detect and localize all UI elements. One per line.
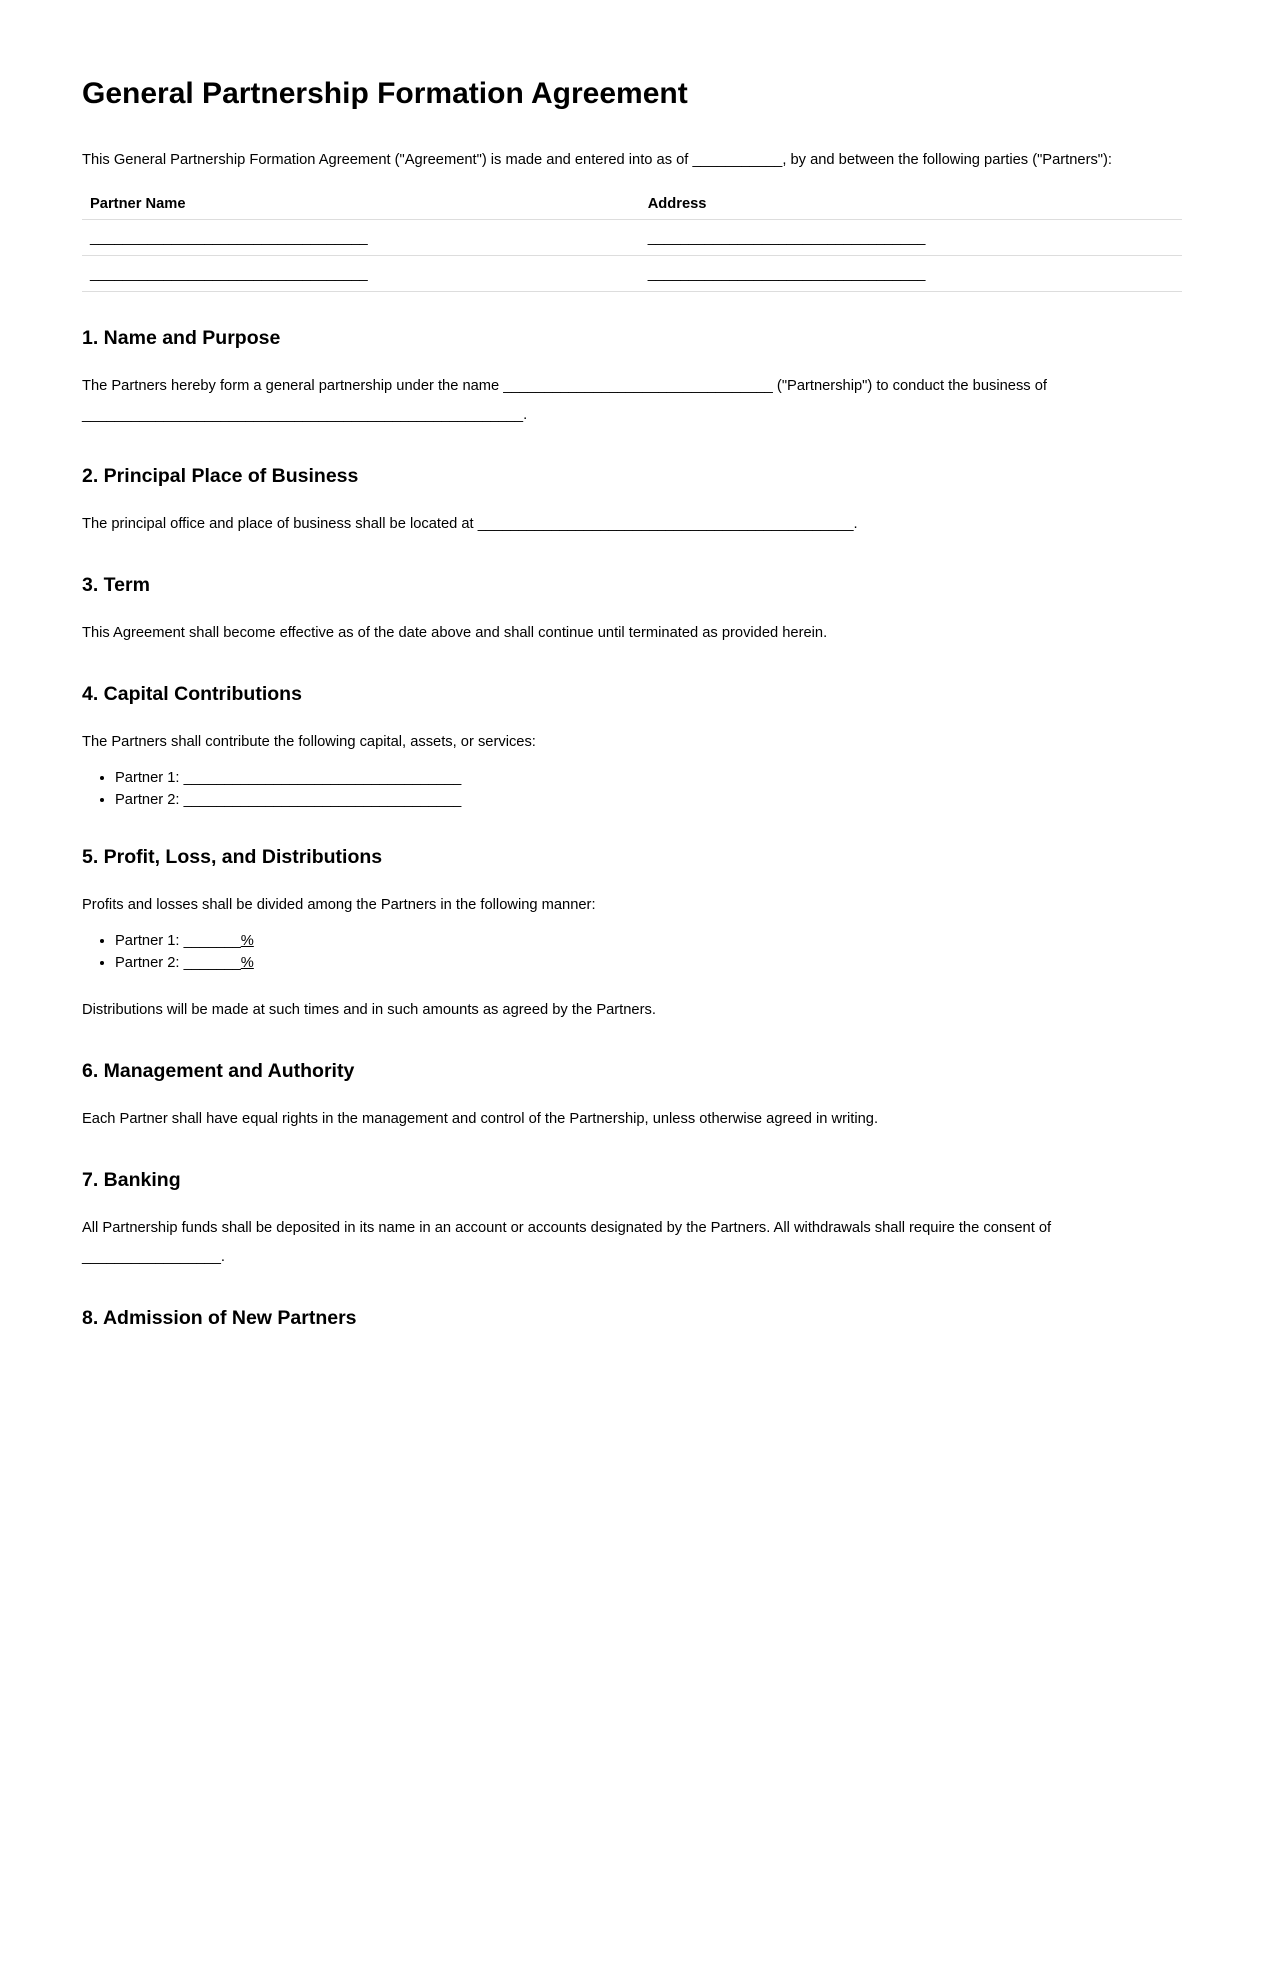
intro-paragraph (82, 146, 1182, 175)
partners-table-row-2 (82, 256, 1182, 292)
body-text: ("Partnership") to conduct the business of (772, 378, 1047, 394)
list-item-label: Partner 2: (115, 955, 184, 971)
list-item-partner-1 (115, 767, 1182, 789)
section-2-principal-place-of-business (82, 464, 1182, 539)
intro-text-after-date: , by and between the following parties ("Partners"): (782, 152, 1112, 168)
list-item-label: Partner 2: (115, 792, 184, 808)
percent-sign: % (240, 955, 254, 971)
section-heading: 1. Name and Purpose (82, 327, 281, 349)
body-text: . (523, 407, 528, 423)
section-body (82, 1214, 1182, 1272)
list-item-partner-1 (115, 930, 1182, 952)
section-3-term (82, 573, 1182, 648)
date-blank-line: ___________ (692, 152, 783, 168)
address-column-header: Address (640, 187, 1182, 220)
section-1-name-and-purpose (82, 326, 1182, 430)
partners-table (82, 187, 1182, 292)
section-body: This Agreement shall become effective as of the date above and shall continue until terminated as provided herein. (82, 625, 828, 641)
capital-contributions-list (82, 767, 1182, 811)
profit-split-list (82, 930, 1182, 974)
body-text: The principal office and place of business shall be located at (82, 516, 478, 532)
partner-name-column-header: Partner Name (82, 187, 640, 220)
partnership-name-blank-line: _________________________________ (503, 378, 773, 394)
partner-name-blank-line: __________________________________ (90, 266, 368, 282)
section-heading: 4. Capital Contributions (82, 683, 302, 705)
address-blank-line: __________________________________ (647, 230, 926, 246)
contribution-blank-line: __________________________________ (183, 770, 462, 786)
section-body: The Partners shall contribute the following capital, assets, or services: (82, 734, 536, 750)
section-7-banking (82, 1168, 1182, 1272)
body-text: The Partners hereby form a general partnership under the name (82, 378, 504, 394)
partners-table-row-1 (82, 220, 1182, 256)
percentage-blank-line: _______ (183, 933, 241, 949)
consent-blank-line: _________________ (82, 1249, 221, 1265)
document-title: General Partnership Formation Agreement (82, 77, 688, 110)
section-6-management-and-authority (82, 1059, 1182, 1134)
address-blank-line: __________________________________ (647, 266, 926, 282)
contribution-blank-line: __________________________________ (183, 792, 462, 808)
business-purpose-blank-line: ______________________________________________________ (82, 407, 524, 423)
section-5-profit-loss-distributions (82, 845, 1182, 1025)
business-address-blank-line: ______________________________________________ (477, 516, 854, 532)
list-item-partner-2 (115, 952, 1182, 974)
section-body (82, 372, 1182, 430)
section-heading: 6. Management and Authority (82, 1060, 355, 1082)
list-item-label: Partner 1: (115, 770, 184, 786)
list-item-label: Partner 1: (115, 933, 184, 949)
body-text: . (853, 516, 858, 532)
partner-name-blank-line: __________________________________ (90, 230, 368, 246)
section-heading: 3. Term (82, 574, 150, 596)
section-body-after-list: Distributions will be made at such times and in such amounts as agreed by the Partners. (82, 1002, 656, 1018)
intro-text-before-date: This General Partnership Formation Agreement ("Agreement") is made and entered into as of (82, 152, 693, 168)
section-8-admission-of-new-partners (82, 1306, 1182, 1330)
section-body (82, 510, 1182, 539)
percent-sign: % (240, 933, 254, 949)
percentage-blank-line: _______ (183, 955, 241, 971)
section-heading: 5. Profit, Loss, and Distributions (82, 846, 383, 868)
section-heading: 7. Banking (82, 1169, 181, 1191)
partners-table-header-row (82, 187, 1182, 220)
section-heading: 2. Principal Place of Business (82, 465, 359, 487)
section-heading: 8. Admission of New Partners (82, 1307, 357, 1329)
section-4-capital-contributions (82, 682, 1182, 811)
body-text: . (220, 1249, 225, 1265)
section-body: Each Partner shall have equal rights in the management and control of the Partnership, unless otherwise agreed in writing. (82, 1111, 879, 1127)
body-text: All Partnership funds shall be deposited in its name in an account or accounts designated by the Partners. All withdrawals shall require the consent of (82, 1220, 1052, 1236)
section-body: Profits and losses shall be divided among the Partners in the following manner: (82, 897, 596, 913)
list-item-partner-2 (115, 789, 1182, 811)
